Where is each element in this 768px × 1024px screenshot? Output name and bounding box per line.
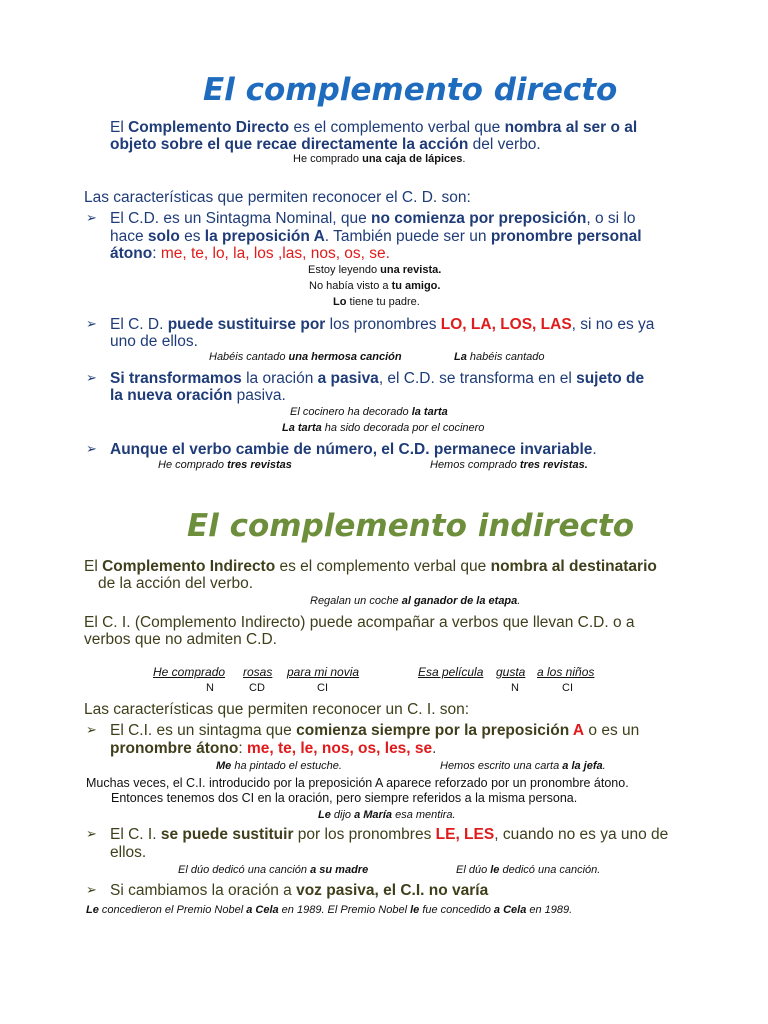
cd-bullet3-line1: Si transformamos la oración a pasiva, el C.D. se transforma en el sujeto de xyxy=(110,370,645,387)
arrow-bullet-icon: ➢ xyxy=(86,441,97,456)
cd-bullet1-line2: hace solo es la preposición A. También puede ser un pronombre personal xyxy=(110,228,642,245)
analysis-label-ci: CI xyxy=(562,682,573,694)
cd-bullet1-line1: El C.D. es un Sintagma Nominal, que no comienza por preposición, o si lo xyxy=(110,210,636,227)
ci-note-line1: Muchas veces, el C.I. introducido por la preposición A aparece reforzado por un pronombre átono. xyxy=(86,776,629,790)
cd-bullet2-exampleB: La habéis cantado xyxy=(454,351,545,363)
ci-bullet1-line1: El C.I. es un sintagma que comienza siempre por la preposición A o es un xyxy=(110,722,640,739)
cd-bullet3-line2: la nueva oración pasiva. xyxy=(110,387,286,404)
ci-bullet3-example: Le concedieron el Premio Nobel a Cela en 1989. El Premio Nobel le fue concedido a Cela en 1989. xyxy=(86,904,573,916)
cd-bullet4-exampleA: He comprado tres revistas xyxy=(158,459,292,471)
ci-bullet2-line1: El C. I. se puede sustituir por los pronombres LE, LES, cuando no es ya uno de xyxy=(110,826,669,843)
ci-definition-line1: El Complemento Indirecto es el complemento verbal que nombra al destinatario xyxy=(84,558,657,575)
ci-definition-example: Regalan un coche al ganador de la etapa. xyxy=(310,595,521,607)
analysis-label-ci: CI xyxy=(317,682,328,694)
arrow-bullet-icon: ➢ xyxy=(86,370,97,385)
analysis-word-a-los-ninos: a los niños xyxy=(537,665,595,679)
ci-bullet1-line2: pronombre átono: me, te, le, nos, os, les, se. xyxy=(110,740,437,757)
ci-bullet3-line1: Si cambiamos la oración a voz pasiva, el C.I. no varía xyxy=(110,882,489,899)
cd-bullet1-example3: Lo tiene tu padre. xyxy=(333,296,420,308)
ci-bullet2-exampleA: El dúo dedicó una canción a su madre xyxy=(178,864,369,876)
cd-definition-line2: objeto sobre el que recae directamente la acción del verbo. xyxy=(110,136,541,153)
arrow-bullet-icon: ➢ xyxy=(86,882,97,897)
cd-bullet2-exampleA: Habéis cantado una hermosa canción xyxy=(209,351,402,363)
ci-definition-line2: de la acción del verbo. xyxy=(98,575,254,592)
cd-bullet2-line1: El C. D. puede sustituirse por los pronombres LO, LA, LOS, LAS, si no es ya xyxy=(110,316,655,333)
analysis-label-cd: CD xyxy=(249,682,265,694)
cd-bullet4-exampleB: Hemos comprado tres revistas. xyxy=(430,459,588,471)
ci-note-line2: Entonces tenemos dos CI en la oración, pero siempre referidos a la misma persona. xyxy=(111,791,578,805)
analysis-word-gusta: gusta xyxy=(496,665,526,679)
arrow-bullet-icon: ➢ xyxy=(86,316,97,331)
cd-bullet1-example2: No había visto a tu amigo. xyxy=(309,280,441,292)
cd-bullet4-line1: Aunque el verbo cambie de número, el C.D. permanece invariable. xyxy=(110,441,597,458)
cd-bullet3-example2: La tarta ha sido decorada por el cocinero xyxy=(282,422,485,434)
cd-bullet3-example1: El cocinero ha decorado la tarta xyxy=(290,406,448,418)
cd-definition-example: He comprado una caja de lápices. xyxy=(293,153,466,165)
ci-paragraph2-line2: verbos que no admiten C.D. xyxy=(84,631,277,648)
ci-bullet1-example1: Me ha pintado el estuche. xyxy=(216,760,342,772)
ci-intro: Las características que permiten reconocer un C. I. son: xyxy=(84,701,470,718)
ci-paragraph2-line1: El C. I. (Complemento Indirecto) puede acompañar a verbos que llevan C.D. o a xyxy=(84,614,635,631)
ci-bullet1-example2: Hemos escrito una carta a la jefa. xyxy=(440,760,606,772)
cd-definition-line1: El Complemento Directo es el complemento verbal que nombra al ser o al xyxy=(110,119,638,136)
arrow-bullet-icon: ➢ xyxy=(86,210,97,225)
ci-title: El complemento indirecto xyxy=(187,508,635,544)
cd-intro: Las características que permiten reconocer el C. D. son: xyxy=(84,189,471,206)
cd-bullet2-line2: uno de ellos. xyxy=(110,333,198,350)
cd-bullet1-example1: Estoy leyendo una revista. xyxy=(308,264,442,276)
analysis-word-rosas: rosas xyxy=(243,665,273,679)
analysis-word-para-mi-novia: para mi novia xyxy=(287,665,360,679)
analysis-word-esa-pelicula: Esa película xyxy=(418,665,484,679)
cd-title: El complemento directo xyxy=(203,72,618,108)
ci-note-example: Le dijo a María esa mentira. xyxy=(318,809,456,821)
ci-bullet2-line2: ellos. xyxy=(110,844,147,861)
cd-bullet1-line3: átono: me, te, lo, la, los ,las, nos, os, se. xyxy=(110,245,390,262)
analysis-label-n: N xyxy=(511,682,519,694)
arrow-bullet-icon: ➢ xyxy=(86,826,97,841)
analysis-label-n: N xyxy=(206,682,214,694)
arrow-bullet-icon: ➢ xyxy=(86,722,97,737)
analysis-word-he-comprado: He comprado xyxy=(153,665,226,679)
ci-bullet2-exampleB: El dúo le dedicó una canción. xyxy=(456,864,601,876)
